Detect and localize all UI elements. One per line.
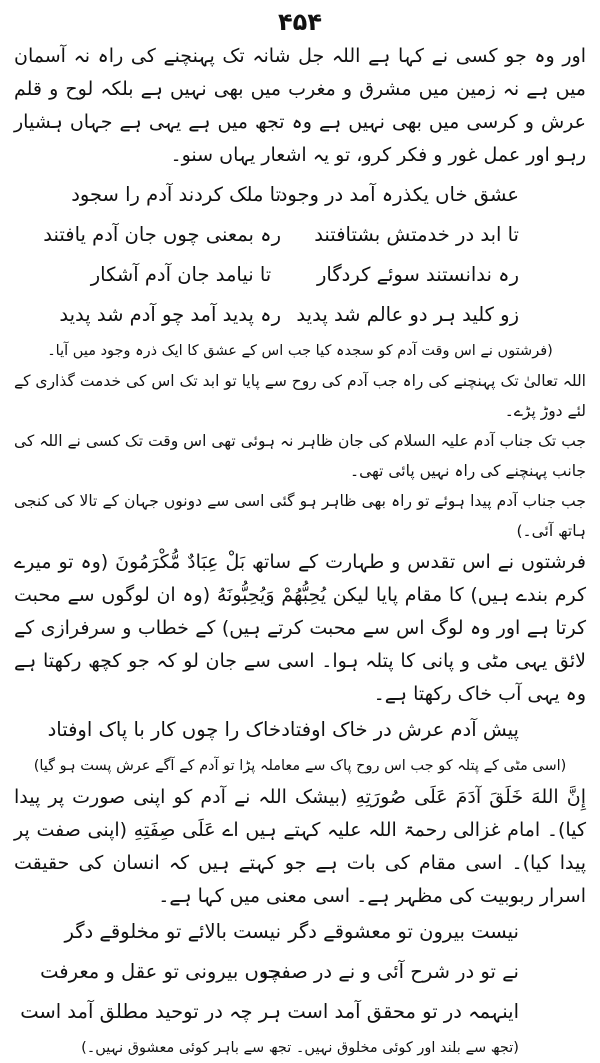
hemistich-second: چوں بیرونی تو عقل و معرفت bbox=[40, 960, 281, 983]
verse-couplet bbox=[14, 216, 586, 256]
translation-line: اللہ تعالیٰ تک پہنچنے کی راہ جب آدم کی روح سے پایا تو ابد تک اس کی خدمت گذاری کے لئے دوڑ پڑے۔ bbox=[14, 372, 586, 420]
hemistich-second: تا ملک کردند آدم را سجود bbox=[71, 183, 281, 206]
hemistich-first: عشق خاں یکذرہ آمد در وجود bbox=[278, 183, 519, 206]
paragraph-3: إِنَّ اللهَ خَلَقَ آدَمَ عَلَى صُورَتِهِ (بیشک اللہ نے آدم کو اپنی صورت پر پیدا کیا)۔ امام غزالی رحمۃ اللہ علیہ کہتے ہیں اے عَلَى صِفَتِهِ (اپنی صفت پر پیدا کیا)۔ اسی مقام کی بات ہے جو کہتے ہیں کہ انسان کی حقیقت اسرار ربوبیت کی مظہر ہے۔ اسی معنی میں کہا ہے۔ bbox=[14, 786, 586, 907]
paragraph-2: فرشتوں نے اس تقدس و طہارت کے ساتھ بَلْ عِبَادٌ مُّكْرَمُونَ (وہ تو میرے کرم بندے ہیں) کا مقام پایا لیکن يُحِبُّهُمْ وَيُحِبُّونَهُ (وہ ان لوگوں سے محبت کرتا ہے اور وہ لوگ اس سے محبت کرتے ہیں) کے خطاب و سرفرازی کے لائق یہی مٹی و پانی کا پتلہ ہوا۔ اسی سے جان لو کہ جو کچھ رکھتا ہے وہ یہی آب خاک رکھتا ہے۔ bbox=[14, 551, 586, 705]
hemistich-second: نیست بالائے تو مخلوقے دگر bbox=[64, 920, 281, 943]
verse-couplet bbox=[14, 296, 586, 336]
hemistich-second: خاک را چوں کار با پاک اوفتاد bbox=[47, 718, 281, 741]
page-number: ۴۵۴ bbox=[278, 8, 322, 36]
hemistich-first: نے تو در شرح آئی و نے در صفت bbox=[262, 960, 519, 983]
hemistich-second: ہر چہ در توحید مطلق آمد است bbox=[20, 1000, 281, 1023]
verse-couplet bbox=[14, 176, 586, 216]
translation-note: (فرشتوں نے اس وقت آدم کو سجدہ کیا جب اس کے عشق کا ایک ذرہ وجود میں آیا۔ bbox=[47, 343, 553, 359]
hemistich-second: تا نیامد جان آدم آشکار bbox=[90, 263, 272, 286]
verse-couplet bbox=[14, 913, 586, 953]
hemistich-first: پیش آدم عرش در خاک اوفتاد bbox=[281, 718, 519, 741]
verse-couplet bbox=[14, 993, 586, 1033]
translation-note: (اسی مٹی کے پتلہ کو جب اس روح پاک سے معاملہ پڑا تو آدم کے آگے عرش پست ہو گیا) bbox=[33, 758, 567, 774]
translation-note: (تجھ سے بلند اور کوئی مخلوق نہیں۔ تجھ سے باہر کوئی معشوق نہیں۔) bbox=[81, 1040, 519, 1056]
verse-couplet bbox=[14, 711, 586, 751]
hemistich-first: رہ ندانستند سوئے کردگار bbox=[317, 263, 519, 286]
verse-couplet bbox=[14, 256, 586, 296]
hemistich-first: زو کلید ہر دو عالم شد پدید bbox=[296, 303, 519, 326]
translation-line: جب جناب آدم پیدا ہوئے تو راہ بھی ظاہر ہو گئی اسی سے دونوں جہان کے تالا کی کنجی ہاتھ آئی۔) bbox=[14, 492, 586, 540]
hemistich-second: رہ بمعنی چوں جان آدم یافتند bbox=[43, 223, 281, 246]
translation-line: جب تک جناب آدم علیہ السلام کی جان ظاہر نہ ہوئی تھی اس وقت تک کسی نے اللہ کی جانب پہنچنے کی راہ نہیں پائی تھی۔ bbox=[14, 432, 586, 480]
paragraph-1: اور وہ جو کسی نے کہا ہے اللہ جل شانہ تک پہنچنے کی راہ نہ آسمان میں ہے نہ زمین میں مشرق و مغرب میں بھی نہیں ہے بلکہ لوح و قلم عرش و کرسی میں بھی نہیں ہے وہ تجھ میں ہے یہی ہے جہاں ہشیار رہو اور عمل غور و فکر کرو، تو یہ اشعار یہاں سنو۔ bbox=[14, 45, 586, 166]
hemistich-first: اینہمہ در تو محقق آمد است bbox=[287, 1000, 519, 1023]
verse-couplet bbox=[14, 953, 586, 993]
hemistich-first: تا ابد در خدمتش بشتافتند bbox=[314, 223, 519, 246]
hemistich-first: نیست بیرون تو معشوقے دگر bbox=[288, 920, 519, 943]
hemistich-second: رہ پدید آمد چو آدم شد پدید bbox=[59, 303, 281, 326]
